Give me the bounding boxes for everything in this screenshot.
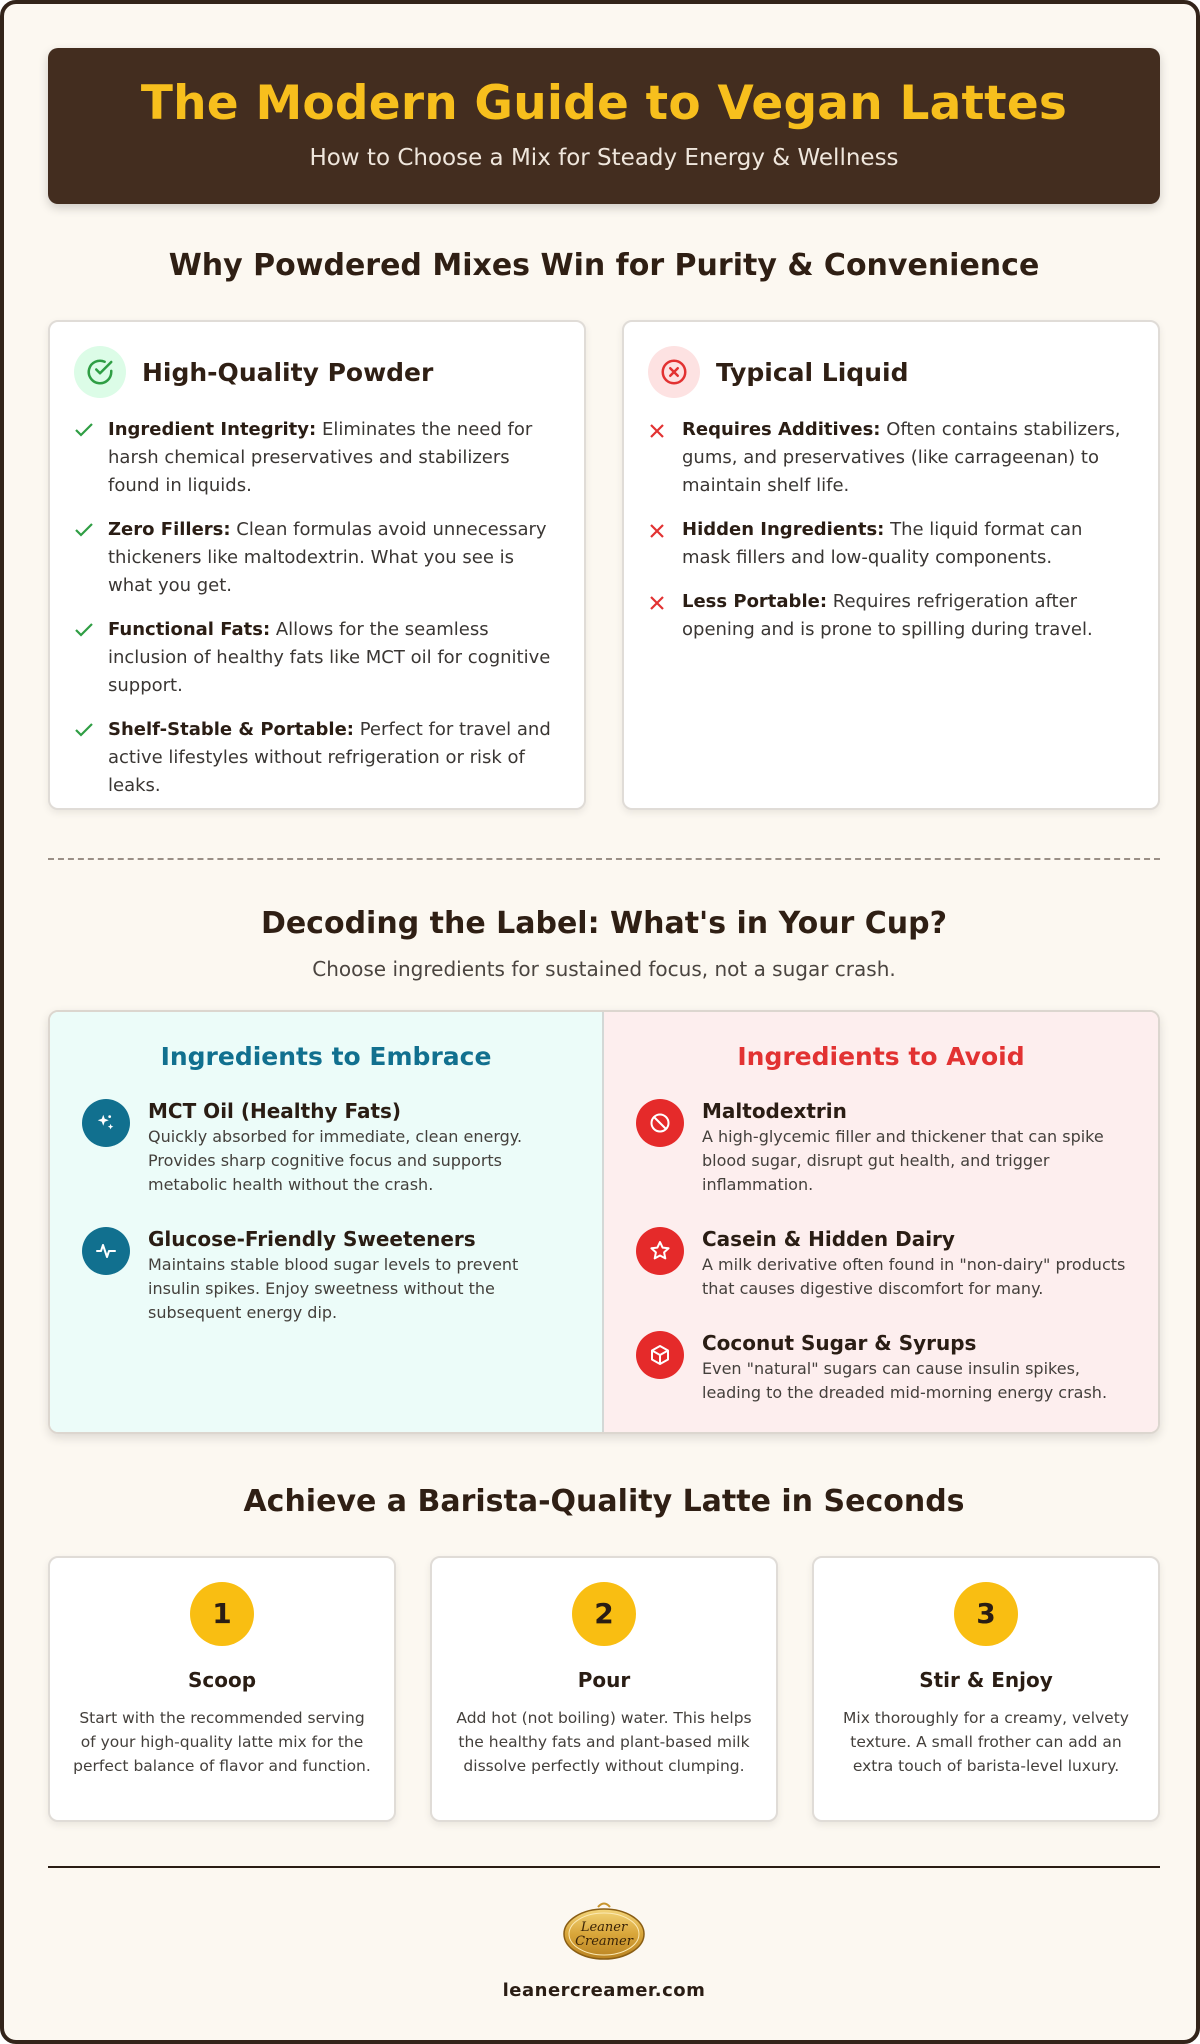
label-title: Decoding the Label: What's in Your Cup? bbox=[260, 906, 948, 941]
check-icon bbox=[74, 616, 108, 700]
footer-divider bbox=[48, 1866, 1160, 1868]
ingredient-name: Glucose-Friendly Sweeteners bbox=[148, 1227, 476, 1251]
ingredient-name: MCT Oil (Healthy Fats) bbox=[148, 1099, 402, 1123]
list-item bbox=[74, 716, 560, 800]
ingredient-name: Maltodextrin bbox=[702, 1099, 847, 1123]
ingredient-desc: Even "natural" sugars can cause insulin spikes, leading to the dreaded mid-morning energy crash. bbox=[702, 1359, 1108, 1402]
comparison-cards bbox=[48, 320, 1160, 810]
ingredient-desc: Quickly absorbed for immediate, clean energy. Provides sharp cognitive focus and supports metabolic health without the crash. bbox=[148, 1127, 523, 1194]
steps-section-header bbox=[48, 1484, 1160, 1519]
item-label: Shelf-Stable & Portable: bbox=[108, 719, 354, 740]
list-item bbox=[74, 416, 560, 500]
liquid-card bbox=[622, 320, 1160, 810]
avoid-title: Ingredients to Avoid bbox=[737, 1042, 1025, 1071]
ban-icon bbox=[636, 1099, 684, 1147]
ingredient-panels bbox=[48, 1010, 1160, 1434]
svg-text:Leaner: Leaner bbox=[580, 1920, 628, 1935]
item-text: Requires refrigeration after opening and is prone to spilling during travel. bbox=[682, 591, 1093, 640]
powder-card-title: High-Quality Powder bbox=[142, 357, 434, 387]
list-item bbox=[648, 416, 1134, 500]
step-card bbox=[812, 1556, 1160, 1822]
step-card bbox=[48, 1556, 396, 1822]
label-subtitle: Choose ingredients for sustained focus, not a sugar crash. bbox=[312, 957, 896, 981]
step-title: Scoop bbox=[187, 1668, 257, 1692]
cube-icon bbox=[636, 1331, 684, 1379]
item-label: Hidden Ingredients: bbox=[682, 519, 885, 540]
liquid-card-header bbox=[648, 346, 1134, 398]
embrace-panel bbox=[50, 1012, 604, 1432]
check-icon bbox=[74, 416, 108, 500]
check-circle-icon bbox=[74, 346, 126, 398]
step-number: 1 bbox=[190, 1582, 254, 1646]
list-item bbox=[648, 516, 1134, 572]
step-title: Pour bbox=[577, 1668, 631, 1692]
steps-row bbox=[48, 1556, 1160, 1822]
hero-banner bbox=[48, 48, 1160, 204]
item-label: Less Portable: bbox=[682, 591, 828, 612]
item-label: Ingredient Integrity: bbox=[108, 419, 317, 440]
step-text: Start with the recommended serving of your high-quality latte mix for the perfect balance of flavor and function. bbox=[73, 1709, 371, 1775]
ingredient-item bbox=[636, 1331, 1126, 1405]
ingredient-name: Coconut Sugar & Syrups bbox=[702, 1331, 977, 1355]
why-section-header bbox=[48, 248, 1160, 283]
item-text: Eliminates the need for harsh chemical preservatives and stabilizers found in liquids. bbox=[108, 419, 533, 496]
item-text: The liquid format can mask fillers and low-quality components. bbox=[682, 519, 1083, 568]
website-url[interactable]: leanercreamer.com bbox=[502, 1980, 706, 2001]
ingredient-item bbox=[636, 1227, 1126, 1301]
content bbox=[48, 48, 1160, 2001]
ingredient-desc: A high-glycemic filler and thickener that can spike blood sugar, disrupt gut health, and trigger inflammation. bbox=[702, 1127, 1104, 1194]
check-icon bbox=[74, 716, 108, 800]
ingredient-item bbox=[636, 1099, 1126, 1197]
page-title: The Modern Guide to Vegan Lattes bbox=[140, 76, 1068, 131]
svg-text:Creamer: Creamer bbox=[575, 1934, 633, 1949]
footer bbox=[48, 1900, 1160, 2001]
step-text: Add hot (not boiling) water. This helps the healthy fats and plant-based milk dissolve perfectly without clumping. bbox=[456, 1709, 752, 1775]
item-text: Perfect for travel and active lifestyles without refrigeration or risk of leaks. bbox=[108, 719, 551, 796]
page-subtitle: How to Choose a Mix for Steady Energy & Wellness bbox=[309, 145, 899, 171]
x-icon bbox=[648, 588, 682, 644]
section-divider bbox=[48, 858, 1160, 860]
item-text: Often contains stabilizers, gums, and preservatives (like carrageenan) to maintain shelf life. bbox=[682, 419, 1121, 496]
ingredient-name: Casein & Hidden Dairy bbox=[702, 1227, 955, 1251]
ingredient-item bbox=[82, 1227, 570, 1325]
powder-benefit-list bbox=[74, 416, 560, 800]
ingredient-desc: A milk derivative often found in "non-dairy" products that causes digestive discomfort for many. bbox=[702, 1255, 1126, 1298]
liquid-drawback-list bbox=[648, 416, 1134, 644]
sparkle-icon bbox=[82, 1099, 130, 1147]
item-text: Allows for the seamless inclusion of healthy fats like MCT oil for cognitive support. bbox=[108, 619, 551, 696]
step-number: 3 bbox=[954, 1582, 1018, 1646]
powder-card-header bbox=[74, 346, 560, 398]
brand-logo bbox=[562, 1900, 646, 1962]
ingredient-item bbox=[82, 1099, 570, 1197]
powder-card bbox=[48, 320, 586, 810]
step-number: 2 bbox=[572, 1582, 636, 1646]
step-card bbox=[430, 1556, 778, 1822]
list-item bbox=[648, 588, 1134, 644]
step-text: Mix thoroughly for a creamy, velvety texture. A small frother can add an extra touch of barista-level luxury. bbox=[843, 1709, 1129, 1775]
check-icon bbox=[74, 516, 108, 600]
star-icon bbox=[636, 1227, 684, 1275]
pulse-icon bbox=[82, 1227, 130, 1275]
item-label: Requires Additives: bbox=[682, 419, 881, 440]
avoid-panel bbox=[604, 1012, 1158, 1432]
x-circle-icon bbox=[648, 346, 700, 398]
steps-title: Achieve a Barista-Quality Latte in Seconds bbox=[243, 1484, 965, 1519]
item-text: Clean formulas avoid unnecessary thickeners like maltodextrin. What you see is what you get. bbox=[108, 519, 547, 596]
label-section-header bbox=[48, 906, 1160, 981]
item-label: Zero Fillers: bbox=[108, 519, 231, 540]
list-item bbox=[74, 516, 560, 600]
x-icon bbox=[648, 416, 682, 500]
step-title: Stir & Enjoy bbox=[919, 1668, 1053, 1692]
x-icon bbox=[648, 516, 682, 572]
list-item bbox=[74, 616, 560, 700]
embrace-title: Ingredients to Embrace bbox=[160, 1042, 492, 1071]
liquid-card-title: Typical Liquid bbox=[716, 357, 909, 387]
why-title: Why Powdered Mixes Win for Purity & Convenience bbox=[168, 248, 1040, 283]
item-label: Functional Fats: bbox=[108, 619, 271, 640]
ingredient-desc: Maintains stable blood sugar levels to prevent insulin spikes. Enjoy sweetness without the subsequent energy dip. bbox=[148, 1255, 519, 1322]
